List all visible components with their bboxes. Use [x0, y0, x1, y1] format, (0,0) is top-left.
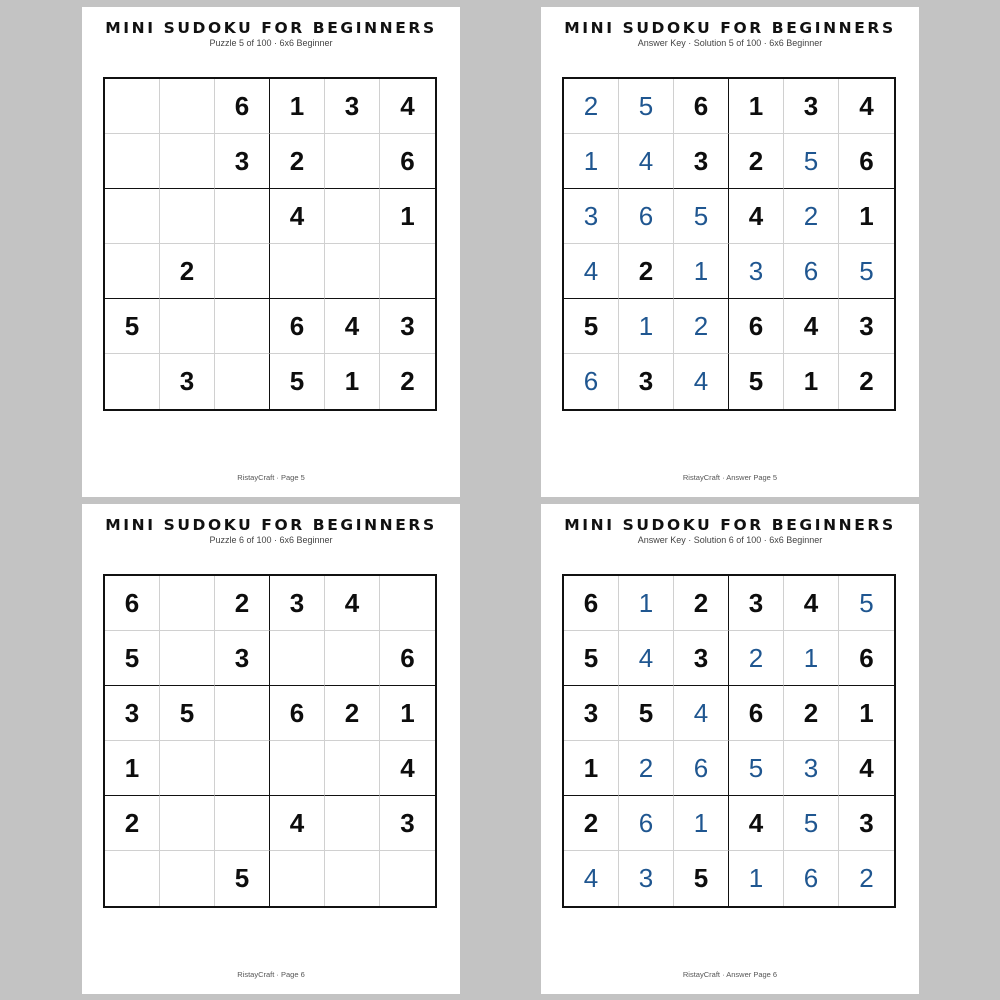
sudoku-cell: 5 [619, 79, 674, 134]
sudoku-cell [325, 134, 380, 189]
sudoku-cell: 4 [270, 189, 325, 244]
sudoku-cell [215, 189, 270, 244]
sudoku-cell: 3 [674, 631, 729, 686]
sudoku-cell [160, 851, 215, 906]
sudoku-cell: 1 [270, 79, 325, 134]
sudoku-cell [105, 79, 160, 134]
sudoku-cell: 6 [839, 134, 894, 189]
sudoku-cell: 5 [160, 686, 215, 741]
sudoku-cell: 3 [215, 134, 270, 189]
sudoku-cell: 2 [859, 366, 874, 396]
sudoku-cell: 3 [839, 796, 894, 851]
sudoku-cell [215, 686, 270, 741]
page-title: MINI SUDOKU FOR BEGINNERS [105, 516, 437, 534]
sudoku-cell: 3 [160, 354, 215, 409]
sudoku-cell: 3 [619, 354, 674, 409]
sudoku-cell: 5 [839, 576, 894, 631]
sudoku-cell: 5 [215, 851, 270, 906]
sudoku-cell: 1 [564, 134, 619, 189]
sudoku-cell: 6 [215, 79, 270, 134]
sudoku-cell: 1 [839, 189, 894, 244]
sudoku-cell: 1 [105, 741, 160, 796]
sudoku-cell: 4 [619, 134, 674, 189]
sudoku-cell: 4 [784, 299, 839, 354]
sudoku-cell [160, 576, 215, 631]
sudoku-cell [105, 134, 160, 189]
sudoku-cell [325, 189, 380, 244]
sudoku-cell: 3 [215, 631, 270, 686]
sudoku-cell [380, 244, 435, 299]
sudoku-cell: 2 [325, 686, 380, 741]
page-title: MINI SUDOKU FOR BEGINNERS [105, 19, 437, 37]
sudoku-cell: 4 [619, 631, 674, 686]
sudoku-cell: 3 [729, 244, 784, 299]
sudoku-cell: 5 [674, 851, 729, 906]
page-subtitle: Puzzle 6 of 100 · 6x6 Beginner [209, 535, 333, 545]
sudoku-cell [160, 134, 215, 189]
page-subtitle: Puzzle 5 of 100 · 6x6 Beginner [209, 38, 333, 48]
sudoku-cell: 1 [674, 244, 729, 299]
sudoku-cell: 2 [564, 79, 619, 134]
sudoku-cell [380, 851, 435, 906]
sudoku-cell: 6 [619, 796, 674, 851]
sudoku-cell: 2 [729, 631, 784, 686]
sudoku-cell: 6 [270, 686, 325, 741]
page-footer: RistayCraft · Page 6 [237, 970, 305, 979]
page-subtitle: Answer Key · Solution 5 of 100 · 6x6 Beginner [637, 38, 823, 48]
sudoku-cell: 3 [784, 741, 839, 796]
sudoku-cell: 2 [160, 244, 215, 299]
sudoku-cell: 6 [619, 189, 674, 244]
sudoku-cell: 2 [784, 189, 839, 244]
sudoku-cell: 4 [839, 741, 894, 796]
sudoku-cell: 6 [564, 354, 619, 409]
sudoku-cell: 2 [564, 796, 619, 851]
page-title: MINI SUDOKU FOR BEGINNERS [564, 19, 896, 37]
sudoku-cell: 4 [564, 244, 619, 299]
sudoku-cell: 4 [325, 576, 380, 631]
sudoku-cell [270, 244, 325, 299]
sudoku-cell [215, 244, 270, 299]
sudoku-cell: 3 [105, 686, 160, 741]
puzzle-page-5 [82, 7, 460, 497]
sudoku-cell: 6 [729, 299, 784, 354]
sudoku-cell [215, 796, 270, 851]
sudoku-cell: 5 [784, 796, 839, 851]
sudoku-cell: 3 [619, 851, 674, 906]
sudoku-cell: 6 [105, 576, 160, 631]
sudoku-cell [105, 189, 160, 244]
sudoku-cell: 1 [380, 686, 435, 741]
sudoku-cell: 1 [564, 741, 619, 796]
sudoku-cell [270, 851, 325, 906]
sudoku-cell: 5 [564, 299, 619, 354]
sudoku-cell: 2 [674, 299, 729, 354]
sudoku-cell [325, 796, 380, 851]
sudoku-solution-grid [562, 77, 896, 411]
sudoku-cell [325, 851, 380, 906]
sudoku-cell: 4 [784, 576, 839, 631]
sudoku-cell: 3 [564, 686, 619, 741]
sudoku-cell [105, 354, 160, 409]
sudoku-cell: 4 [729, 796, 784, 851]
page-footer: RistayCraft · Page 5 [237, 473, 305, 482]
sudoku-cell: 6 [674, 741, 729, 796]
answer-page-6 [541, 504, 919, 994]
sudoku-cell: 4 [674, 686, 729, 741]
page-subtitle: Answer Key · Solution 6 of 100 · 6x6 Beginner [637, 535, 823, 545]
sudoku-cell: 2 [619, 244, 674, 299]
sudoku-cell: 2 [270, 134, 325, 189]
sudoku-cell: 1 [674, 796, 729, 851]
sudoku-cell: 5 [674, 189, 729, 244]
sudoku-cell [160, 189, 215, 244]
puzzle-page-6 [82, 504, 460, 994]
sudoku-cell: 2 [215, 576, 270, 631]
sudoku-cell [270, 741, 325, 796]
sudoku-cell: 4 [839, 79, 894, 134]
sudoku-cell [160, 796, 215, 851]
sudoku-cell [325, 244, 380, 299]
sudoku-cell: 2 [105, 796, 160, 851]
sudoku-cell: 5 [729, 741, 784, 796]
sudoku-cell: 4 [564, 851, 619, 906]
sudoku-cell: 6 [729, 686, 784, 741]
sudoku-cell [160, 741, 215, 796]
answer-page-5 [541, 7, 919, 497]
sudoku-cell: 1 [380, 189, 435, 244]
sudoku-cell: 1 [784, 354, 839, 409]
sudoku-cell: 5 [729, 354, 784, 409]
sudoku-solution-grid [562, 574, 896, 908]
page-footer: RistayCraft · Answer Page 5 [682, 473, 778, 482]
sudoku-cell [270, 631, 325, 686]
sudoku-cell: 4 [380, 79, 435, 134]
sudoku-cell: 1 [729, 79, 784, 134]
sudoku-cell: 4 [674, 354, 729, 409]
sudoku-cell: 3 [380, 299, 435, 354]
page-title: MINI SUDOKU FOR BEGINNERS [564, 516, 896, 534]
sudoku-cell: 1 [784, 631, 839, 686]
sudoku-cell [380, 576, 435, 631]
sudoku-cell [325, 631, 380, 686]
sudoku-cell [160, 79, 215, 134]
sudoku-cell: 5 [619, 686, 674, 741]
sudoku-cell: 2 [674, 576, 729, 631]
sudoku-cell: 1 [325, 354, 380, 409]
sudoku-cell: 5 [839, 244, 894, 299]
sudoku-cell: 3 [325, 79, 380, 134]
sudoku-cell: 4 [325, 299, 380, 354]
sudoku-cell: 5 [105, 631, 160, 686]
sudoku-cell: 2 [859, 863, 874, 893]
sudoku-cell [325, 741, 380, 796]
sudoku-cell: 3 [674, 134, 729, 189]
sudoku-cell: 4 [729, 189, 784, 244]
sudoku-cell: 6 [839, 631, 894, 686]
sudoku-cell [105, 851, 160, 906]
sudoku-cell: 6 [784, 851, 839, 906]
sudoku-cell: 6 [380, 631, 435, 686]
sudoku-cell: 3 [839, 299, 894, 354]
sudoku-cell: 4 [380, 741, 435, 796]
sudoku-cell: 2 [619, 741, 674, 796]
sudoku-cell: 3 [784, 79, 839, 134]
sudoku-cell: 1 [729, 851, 784, 906]
sudoku-cell: 5 [105, 299, 160, 354]
sudoku-cell [215, 354, 270, 409]
sudoku-cell: 4 [270, 796, 325, 851]
sudoku-cell: 5 [270, 354, 325, 409]
sudoku-cell [105, 244, 160, 299]
sudoku-cell: 3 [380, 796, 435, 851]
sudoku-cell: 6 [380, 134, 435, 189]
sudoku-cell: 3 [729, 576, 784, 631]
sudoku-cell: 3 [564, 189, 619, 244]
sudoku-cell: 3 [270, 576, 325, 631]
sudoku-cell: 5 [564, 631, 619, 686]
page-footer: RistayCraft · Answer Page 6 [682, 970, 778, 979]
sudoku-cell: 6 [270, 299, 325, 354]
sudoku-cell [215, 741, 270, 796]
sudoku-cell: 6 [674, 79, 729, 134]
sudoku-cell [160, 631, 215, 686]
sudoku-cell [160, 299, 215, 354]
sudoku-cell: 1 [839, 686, 894, 741]
sudoku-cell: 6 [784, 244, 839, 299]
sudoku-grid [103, 77, 437, 411]
sudoku-cell [215, 299, 270, 354]
sudoku-grid [103, 574, 437, 908]
sudoku-cell: 6 [564, 576, 619, 631]
sudoku-cell: 1 [619, 576, 674, 631]
sudoku-cell: 2 [784, 686, 839, 741]
sudoku-cell: 2 [400, 366, 415, 396]
sudoku-cell: 2 [729, 134, 784, 189]
sudoku-cell: 1 [619, 299, 674, 354]
sudoku-cell: 5 [784, 134, 839, 189]
